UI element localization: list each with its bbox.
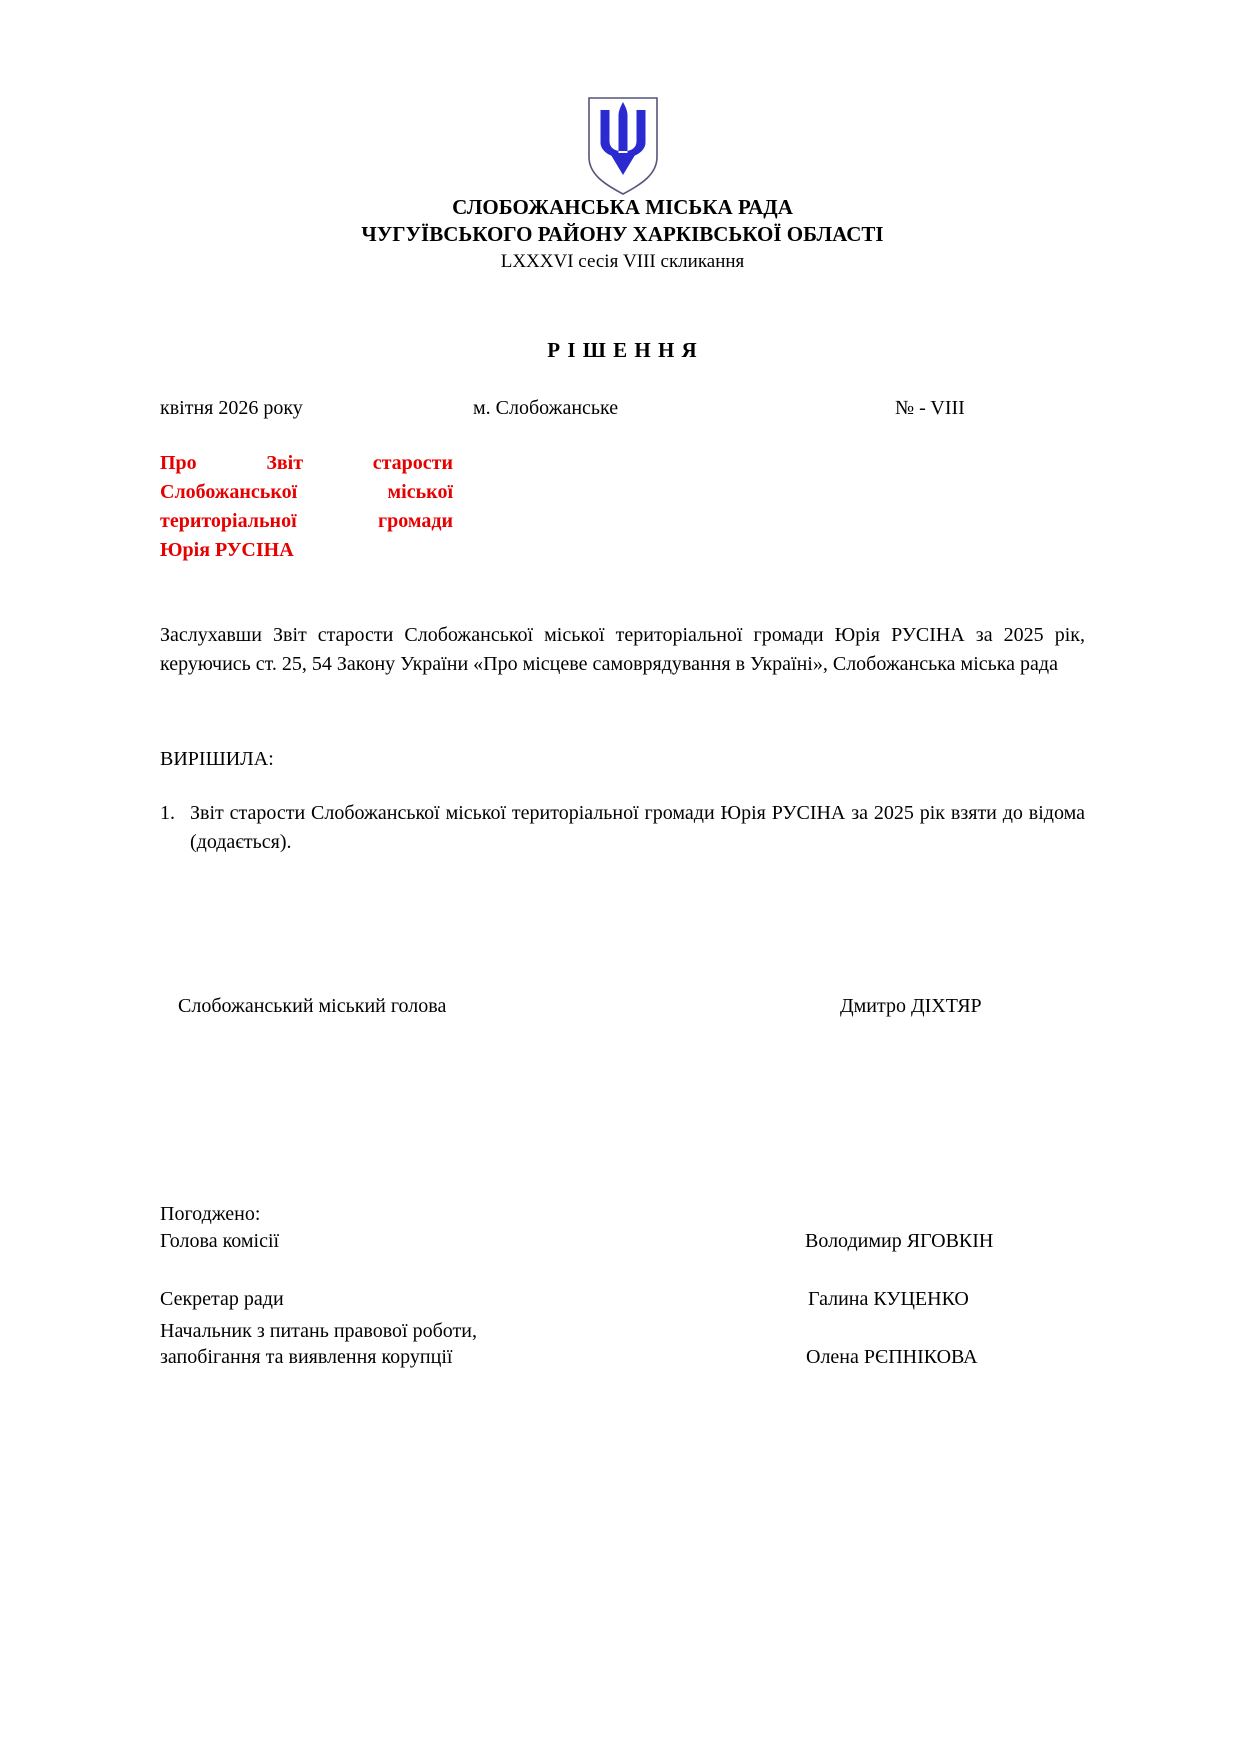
item-text: Звіт старости Слобожанської міської територіальної громади Юрія РУСІНА за 2025 рік взяти до відома (додається).: [190, 802, 1085, 853]
org-region: ЧУГУЇВСЬКОГО РАЙОНУ ХАРКІВСЬКОЇ ОБЛАСТІ: [361, 222, 884, 246]
preamble-paragraph: Заслухавши Звіт старости Слобожанської міської територіальної громади Юрія РУСІНА за 2025 рік, керуючись ст. 25, 54 Закону України «Про місцеве самоврядування в Україні», Слобожанська міська рада: [160, 624, 1085, 675]
mayor-name: Дмитро ДІХТЯР: [840, 995, 982, 1017]
subject-word: Про: [160, 452, 197, 474]
subject-word: міської: [387, 481, 453, 503]
subject-word: Слобожанської: [160, 481, 298, 503]
subject-word: Юрія РУСІНА: [160, 539, 294, 561]
session-line: LXXXVI сесія VIII скликання: [500, 251, 745, 272]
approver-title: Голова комісії: [160, 1230, 280, 1252]
approver-name: Володимир ЯГОВКІН: [805, 1230, 994, 1252]
subject-line: [160, 507, 453, 536]
subject-word: територіальної: [160, 510, 297, 532]
subject-line: [160, 478, 453, 507]
decided-label: ВИРІШИЛА:: [160, 748, 274, 770]
doc-date: квітня 2026 року: [160, 397, 303, 419]
item-number: 1.: [160, 802, 175, 824]
approver-name: Олена РЄПНІКОВА: [806, 1346, 978, 1368]
approver-title: запобігання та виявлення корупції: [160, 1346, 453, 1368]
mayor-signature-row: [160, 995, 1085, 1023]
ukraine-trident-emblem-icon: [584, 95, 662, 197]
subject-line: [160, 536, 453, 565]
approver-name: Галина КУЦЕНКО: [808, 1288, 969, 1310]
doc-place: м. Слобожанське: [473, 397, 619, 419]
approver-title: Секретар ради: [160, 1288, 284, 1310]
doc-number: № - VIII: [895, 397, 965, 419]
emblem-block: [160, 95, 1085, 202]
approver-row: [160, 1230, 1085, 1258]
subject-word: Звіт: [266, 452, 304, 474]
approver-row: [160, 1346, 1085, 1374]
decision-item: [160, 799, 1085, 857]
org-name: СЛОБОЖАНСЬКА МІСЬКА РАДА: [452, 195, 793, 219]
subject-word: старости: [372, 452, 453, 474]
doc-meta-row: [160, 397, 1085, 425]
approver-title-line: Начальник з питань правової роботи,: [160, 1320, 477, 1342]
subject-line: [160, 449, 453, 478]
doc-subject: [160, 449, 453, 565]
agreed-label: Погоджено:: [160, 1203, 261, 1225]
subject-word: громади: [378, 510, 453, 532]
mayor-title: Слобожанський міський голова: [178, 995, 447, 1017]
approver-row: [160, 1288, 1085, 1316]
org-header: [160, 194, 1085, 275]
doc-title: Р І Ш Е Н Н Я: [547, 338, 698, 362]
